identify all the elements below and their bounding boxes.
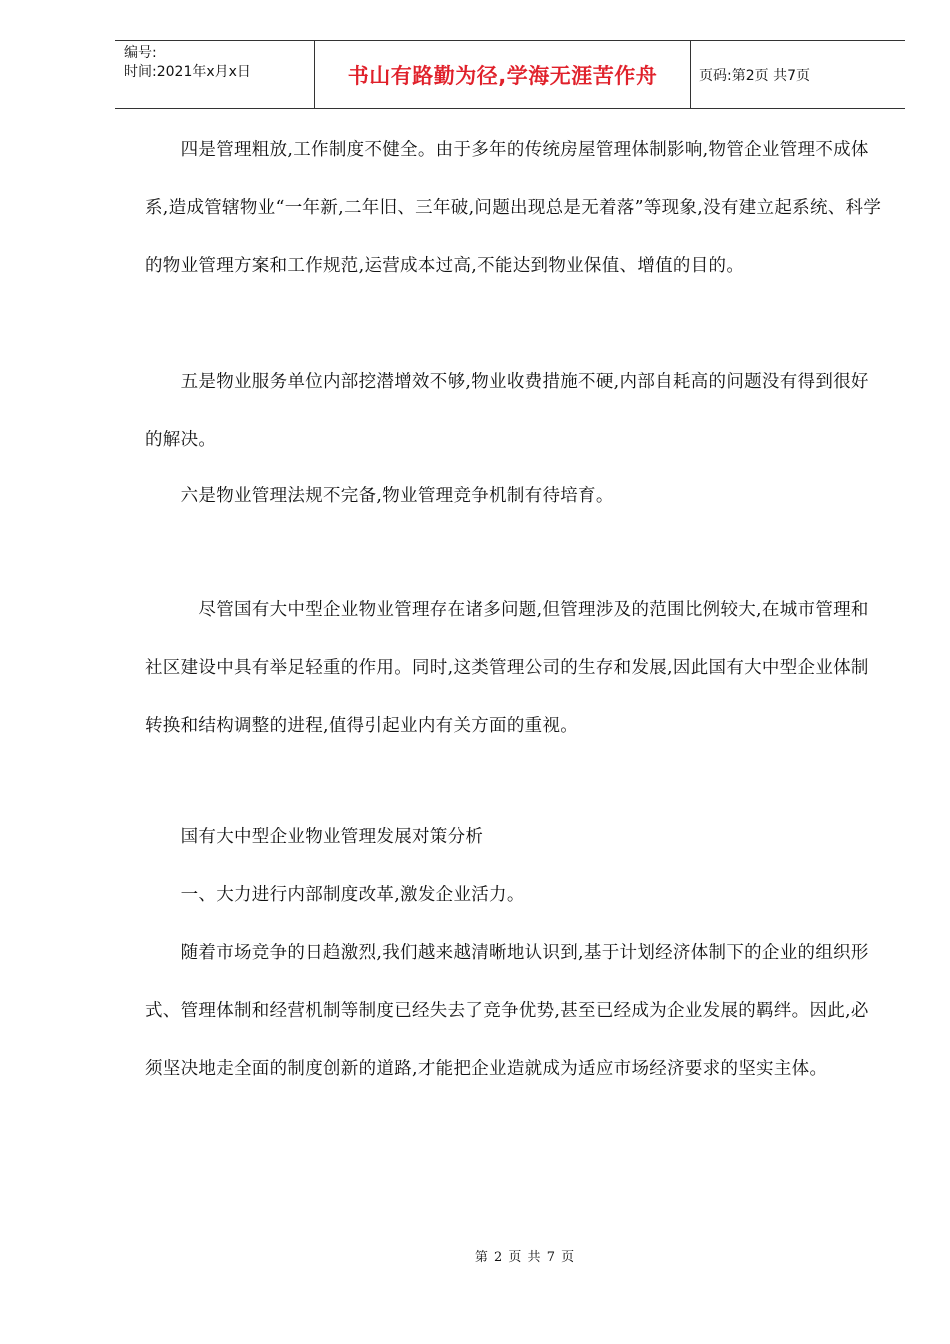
section-heading-strategy: 国有大中型企业物业管理发展对策分析: [145, 827, 484, 847]
header-meta: [115, 41, 315, 108]
page-footer: 第 2 页 共 7 页: [474, 1250, 576, 1265]
document-number-label: 编号:: [124, 45, 157, 61]
subheading-reform: 一、大力进行内部制度改革,激发企业活力。: [145, 885, 525, 905]
paragraph-importance: 尽管国有大中型企业物业管理存在诸多问题,但管理涉及的范围比例较大,在城市管理和社区建设中具有举足轻重的作用。同时,这类管理公司的生存和发展,因此国有大中型企业体制转换和结构调整的进程,值得引起业内有关方面的重视。: [145, 600, 869, 736]
paragraph-management-issues: 四是管理粗放,工作制度不健全。由于多年的传统房屋管理体制影响,物管企业管理不成体系,造成管辖物业“一年新,二年旧、三年破,问题出现总是无着落”等现象,没有建立起系统、科学的物业管理方案和工作规范,运营成本过高,不能达到物业保值、增值的目的。: [145, 140, 882, 276]
paragraph-market-competition: 随着市场竞争的日趋激烈,我们越来越清晰地认识到,基于计划经济体制下的企业的组织形式、管理体制和经营机制等制度已经失去了竞争优势,甚至已经成为企业发展的羁绊。因此,必须坚决地走全面的制度创新的道路,才能把企业造就成为适应市场经济要求的坚实主体。: [145, 943, 869, 1079]
page-header: [115, 40, 905, 109]
paragraph-service-efficiency: 五是物业服务单位内部挖潜增效不够,物业收费措施不硬,内部自耗高的问题没有得到很好的解决。: [145, 372, 869, 450]
paragraph-regulations: 六是物业管理法规不完备,物业管理竞争机制有待培育。: [145, 486, 614, 506]
header-motto: 书山有路勤为径,学海无涯苦作舟: [315, 41, 691, 108]
document-time-label: 时间:2021年x月x日: [124, 64, 251, 80]
header-page-info: 页码:第2页 共7页: [699, 67, 810, 84]
